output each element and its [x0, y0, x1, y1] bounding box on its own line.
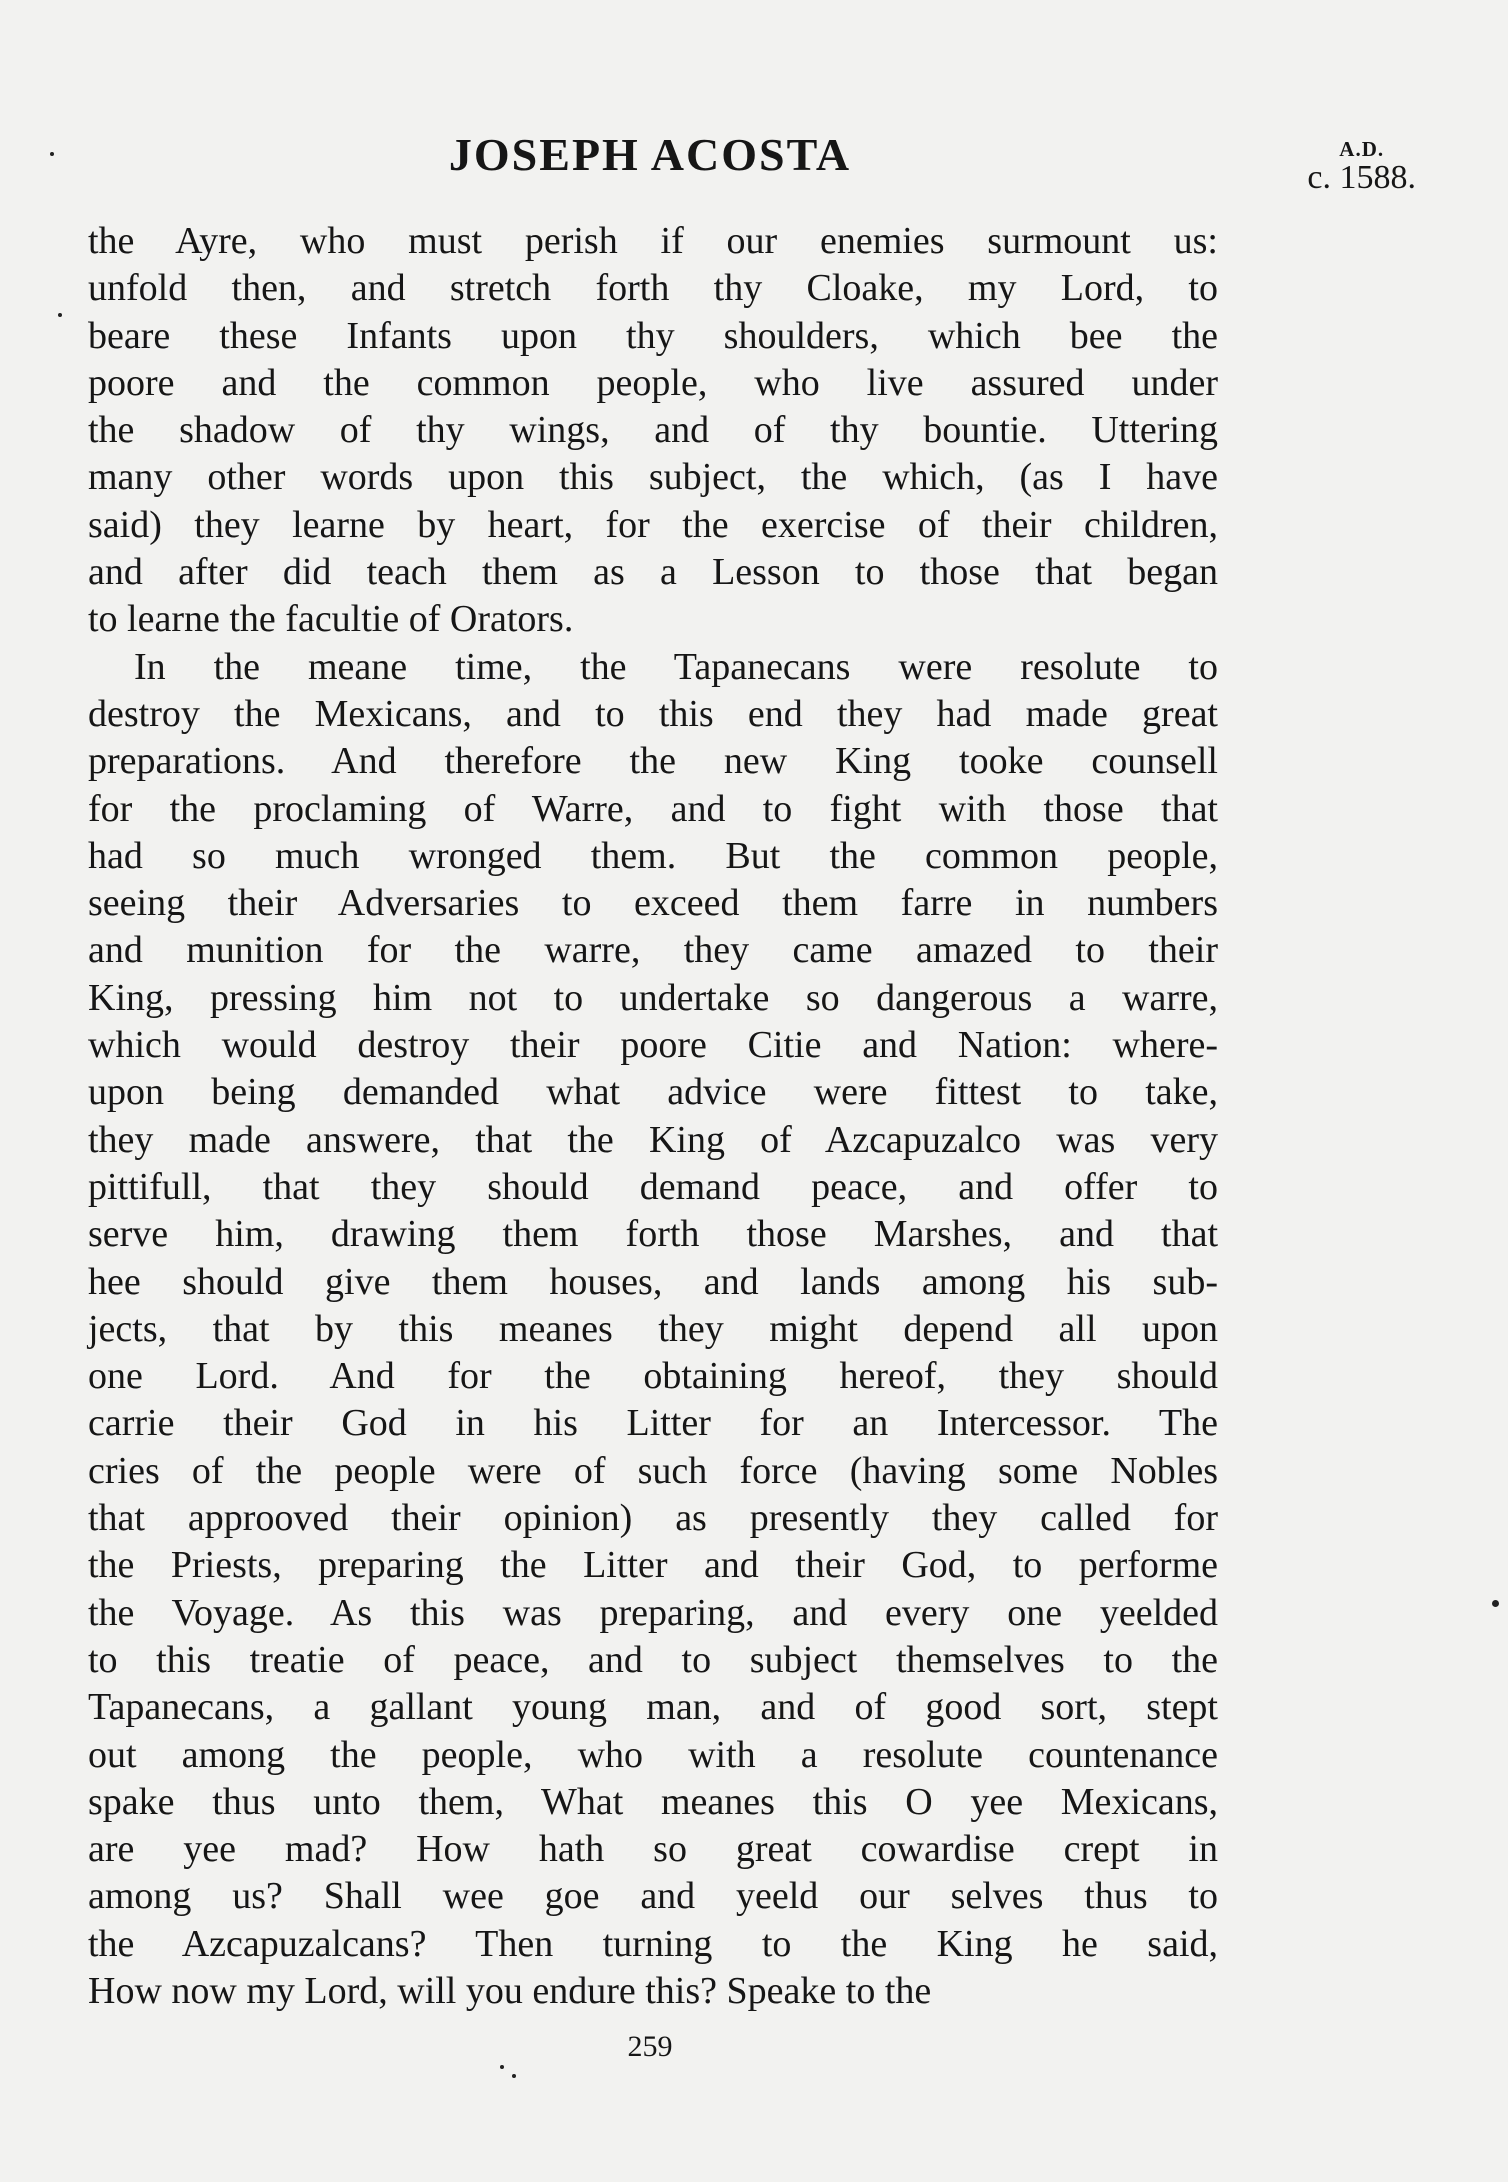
print-speck [50, 152, 54, 156]
text-line: serve him, drawing them forth those Marshes, and that [88, 1213, 1218, 1256]
text-line: the Ayre, who must perish if our enemies surmount us: [88, 220, 1218, 262]
text-line: the Azcapuzalcans? Then turning to the King he said, [88, 1922, 1218, 1965]
text-line: cries of the people were of such force (having some Nobles [88, 1449, 1218, 1492]
text-line: the shadow of thy wings, and of thy bountie. Uttering [88, 409, 1218, 452]
text-line: the Voyage. As this was preparing, and every one yeelded [88, 1591, 1218, 1634]
text-line: In the meane time, the Tapanecans were resolute to [134, 645, 1218, 688]
text-line: spake thus unto them, What meanes this O yee Mexicans, [88, 1780, 1218, 1823]
text-line: Tapanecans, a gallant young man, and of good sort, stept [88, 1686, 1218, 1729]
print-speck [500, 2065, 504, 2069]
text-line: they made answere, that the King of Azcapuzalco was very [88, 1118, 1218, 1161]
text-line: and after did teach them as a Lesson to those that began [88, 551, 1218, 594]
margin-date [1307, 138, 1416, 196]
text-line: are yee mad? How hath so great cowardise crept in [88, 1828, 1218, 1871]
text-line: pittifull, that they should demand peace, and offer to [88, 1165, 1218, 1208]
page-number: 259 [627, 2030, 673, 2063]
text-line: one Lord. And for the obtaining hereof, they should [88, 1355, 1218, 1398]
print-speck [58, 313, 62, 317]
text-line: jects, that by this meanes they might depend all upon [88, 1307, 1218, 1350]
print-speck [512, 2074, 516, 2078]
text-line: for the proclaming of Warre, and to fight with those that [88, 787, 1218, 830]
text-line: upon being demanded what advice were fittest to take, [88, 1071, 1218, 1114]
text-line: unfold then, and stretch forth thy Cloake, my Lord, to [88, 267, 1218, 310]
text-line: to learne the facultie of Orators. [88, 598, 574, 641]
text-line: and munition for the warre, they came amazed to their [88, 929, 1218, 972]
text-line: out among the people, who with a resolute countenance [88, 1733, 1218, 1776]
text-line: destroy the Mexicans, and to this end they had made great [88, 692, 1218, 735]
print-speck [1492, 1600, 1499, 1607]
text-line: King, pressing him not to undertake so dangerous a warre, [88, 976, 1218, 1019]
text-line: hee should give them houses, and lands among his sub- [88, 1260, 1218, 1303]
text-line: carrie their God in his Litter for an Intercessor. The [88, 1402, 1218, 1445]
text-line: seeing their Adversaries to exceed them farre in numbers [88, 882, 1218, 925]
text-line: to this treatie of peace, and to subject themselves to the [88, 1638, 1218, 1681]
margin-year: c. 1588. [1307, 159, 1416, 197]
margin-era: A.D. [1339, 137, 1385, 161]
text-line: which would destroy their poore Citie and Nation: where- [88, 1024, 1218, 1067]
text-line: had so much wronged them. But the common people, [88, 834, 1218, 877]
text-line: poore and the common people, who live assured under [88, 361, 1218, 404]
text-line: said) they learne by heart, for the exercise of their children, [88, 503, 1218, 546]
text-line: that approoved their opinion) as presently they called for [88, 1497, 1218, 1540]
text-line: beare these Infants upon thy shoulders, which bee the [88, 314, 1218, 357]
text-line: among us? Shall wee goe and yeeld our selves thus to [88, 1875, 1218, 1918]
text-line: How now my Lord, will you endure this? Speake to the [88, 1969, 932, 2012]
text-line: preparations. And therefore the new King tooke counsell [88, 740, 1218, 783]
body-text [88, 218, 1218, 2015]
text-line: many other words upon this subject, the which, (as I have [88, 456, 1218, 499]
text-line: the Priests, preparing the Litter and their God, to performe [88, 1544, 1218, 1587]
running-head-title: JOSEPH ACOSTA [448, 129, 852, 180]
